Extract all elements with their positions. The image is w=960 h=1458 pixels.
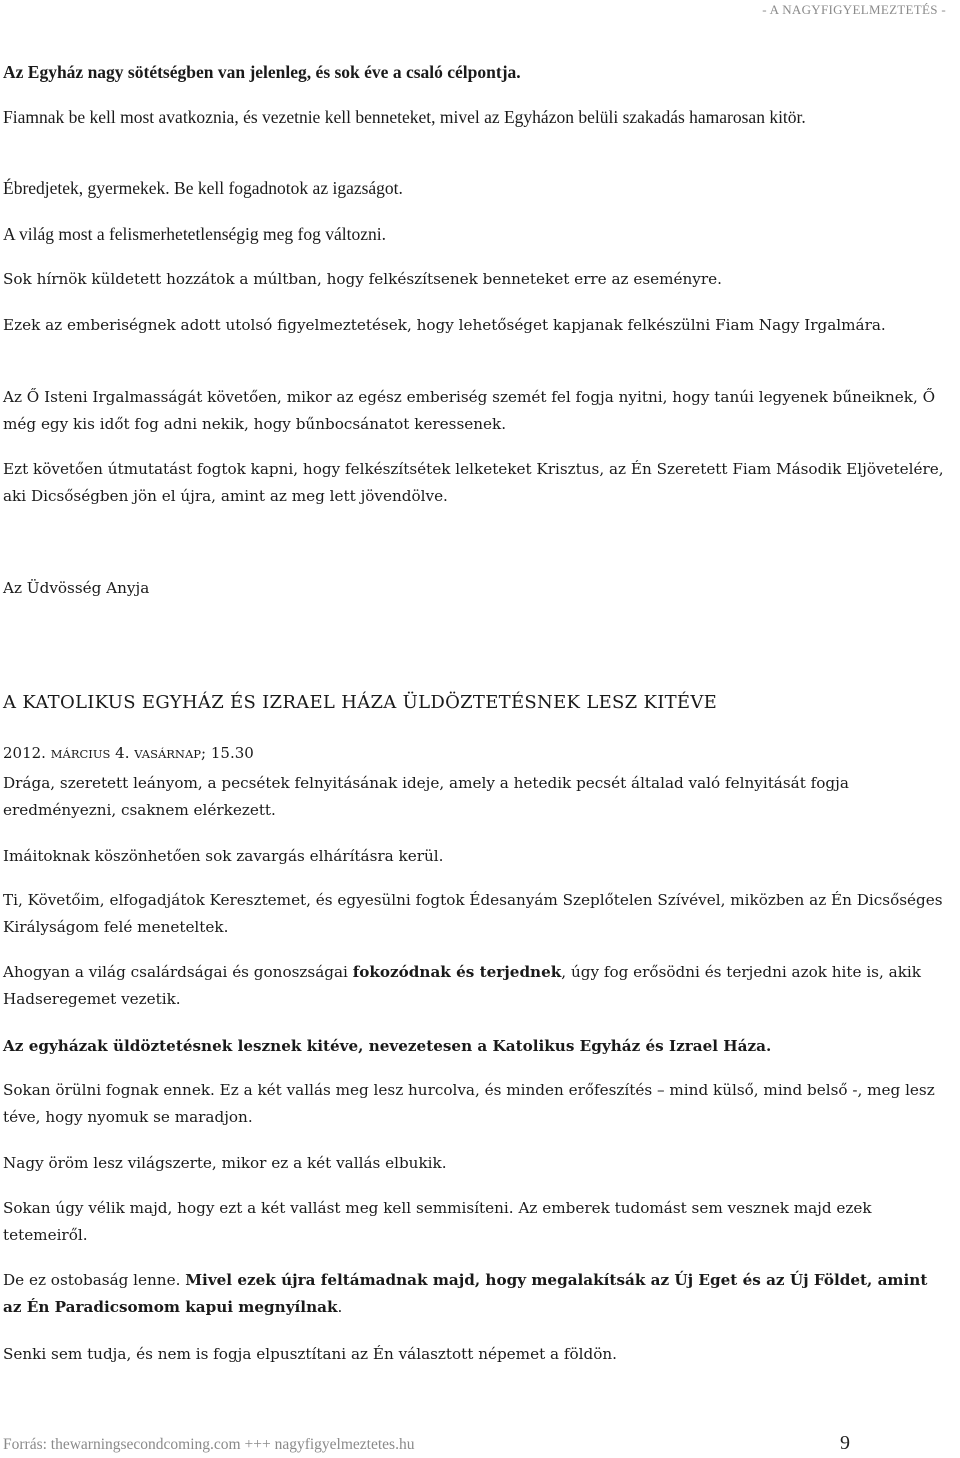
page-number: 9: [840, 1432, 850, 1454]
date-separator: ;: [201, 744, 207, 762]
footer-source: Forrás: thewarningsecondcoming.com +++ nagyfigyelmeztetes.hu: [3, 1436, 415, 1453]
running-header: - A NAGYFIGYELMEZTETÉS -: [762, 2, 946, 17]
paragraph-persecution: Az egyházak üldöztetésnek lesznek kitéve, nevezetesen a Katolikus Egyház és Izrael Háza.: [3, 1037, 772, 1055]
paragraph-destroy: Sokan úgy vélik majd, hogy ezt a két vallást meg kell semmisíteni. Az emberek tudomást sem vesznek majd ezek tetemeiről.: [3, 1199, 872, 1244]
paragraph-rejoice: Sokan örülni fognak ennek. Ez a két vallás meg lesz hurcolva, és minden erőfeszítés – mind külső, mind belső -, meg lesz téve, hogy nyomuk se maradjon.: [3, 1081, 935, 1126]
date-day: 4.: [115, 744, 130, 762]
paragraph-messengers: Sok hírnök küldetett hozzátok a múltban, hogy felkészítsenek benneteket erre az eseményre.: [3, 270, 722, 288]
date-weekday: VASÁRNAP: [134, 747, 202, 761]
paragraph-great-joy: Nagy öröm lesz világszerte, mikor ez a két vallás elbukik.: [3, 1154, 447, 1172]
message-date: [3, 744, 254, 762]
paragraph-wake-up: Ébredjetek, gyermekek. Be kell fogadnotok az igazságot.: [3, 178, 403, 198]
paragraph-rise-again: De ez ostobaság lenne. Mivel ezek újra feltámadnak majd, hogy megalakítsák az Új Eget és az Új Földet, amint az Én Paradicsomom kapui megnyílnak.: [3, 1271, 928, 1316]
paragraph-world-change: A világ most a felismerhetetlenségig meg fog változni.: [3, 224, 386, 244]
paragraph-son-intervene: Fiamnak be kell most avatkoznia, és vezetnie kell benneteket, mivel az Egyházon belüli szakadás hamarosan kitör.: [3, 107, 806, 127]
paragraph-church-darkness: Az Egyház nagy sötétségben van jelenleg, és sok éve a csaló célpontja.: [3, 62, 521, 82]
paragraph-world-deceit: Ahogyan a világ csalárdságai és gonoszságai fokozódnak és terjednek, úgy fog erősödni és terjedni azok hite is, akik Hadseregemet vezetik.: [3, 963, 921, 1008]
date-year: 2012.: [3, 744, 46, 762]
date-month: MÁRCIUS: [50, 747, 111, 761]
paragraph-followers: Ti, Követőim, elfogadjátok Keresztemet, és egyesülni fogtok Édesanyám Szeplőtelen Szívével, miközben az Én Dicsőséges Királyságom felé meneteltek.: [3, 891, 943, 936]
signature: Az Üdvösség Anyja: [3, 579, 150, 597]
section-title: A KATOLIKUS EGYHÁZ ÉS IZRAEL HÁZA ÜLDÖZTETÉSNEK LESZ KITÉVE: [3, 692, 718, 713]
paragraph-divine-mercy: Az Ő Isteni Irgalmasságát követően, mikor az egész emberiség szemét fel fogja nyitni, hogy tanúi legyenek bűneiknek, Ő még egy kis időt fog adni nekik, hogy bűnbocsánatot keressenek.: [3, 388, 936, 433]
date-time: 15.30: [210, 744, 254, 762]
paragraph-prayers: Imáitoknak köszönhetően sok zavargás elhárításra kerül.: [3, 847, 444, 865]
paragraph-seals: Drága, szeretett leányom, a pecsétek felnyitásának ideje, amely a hetedik pecsét általad való felnyitását fogja eredményezni, csaknem elérkezett.: [3, 774, 849, 819]
paragraph-chosen-people: Senki sem tudja, és nem is fogja elpusztítani az Én választott népemet a földön.: [3, 1345, 617, 1363]
paragraph-last-warnings: Ezek az emberiségnek adott utolsó figyelmeztetések, hogy lehetőséget kapjanak felkészülni Fiam Nagy Irgalmára.: [3, 316, 886, 334]
paragraph-second-coming: Ezt követően útmutatást fogtok kapni, hogy felkészítsétek lelketeket Krisztus, az Én Szeretett Fiam Második Eljövetelére, aki Dicsőségben jön el újra, amint az meg lett jövendölve.: [3, 460, 944, 505]
